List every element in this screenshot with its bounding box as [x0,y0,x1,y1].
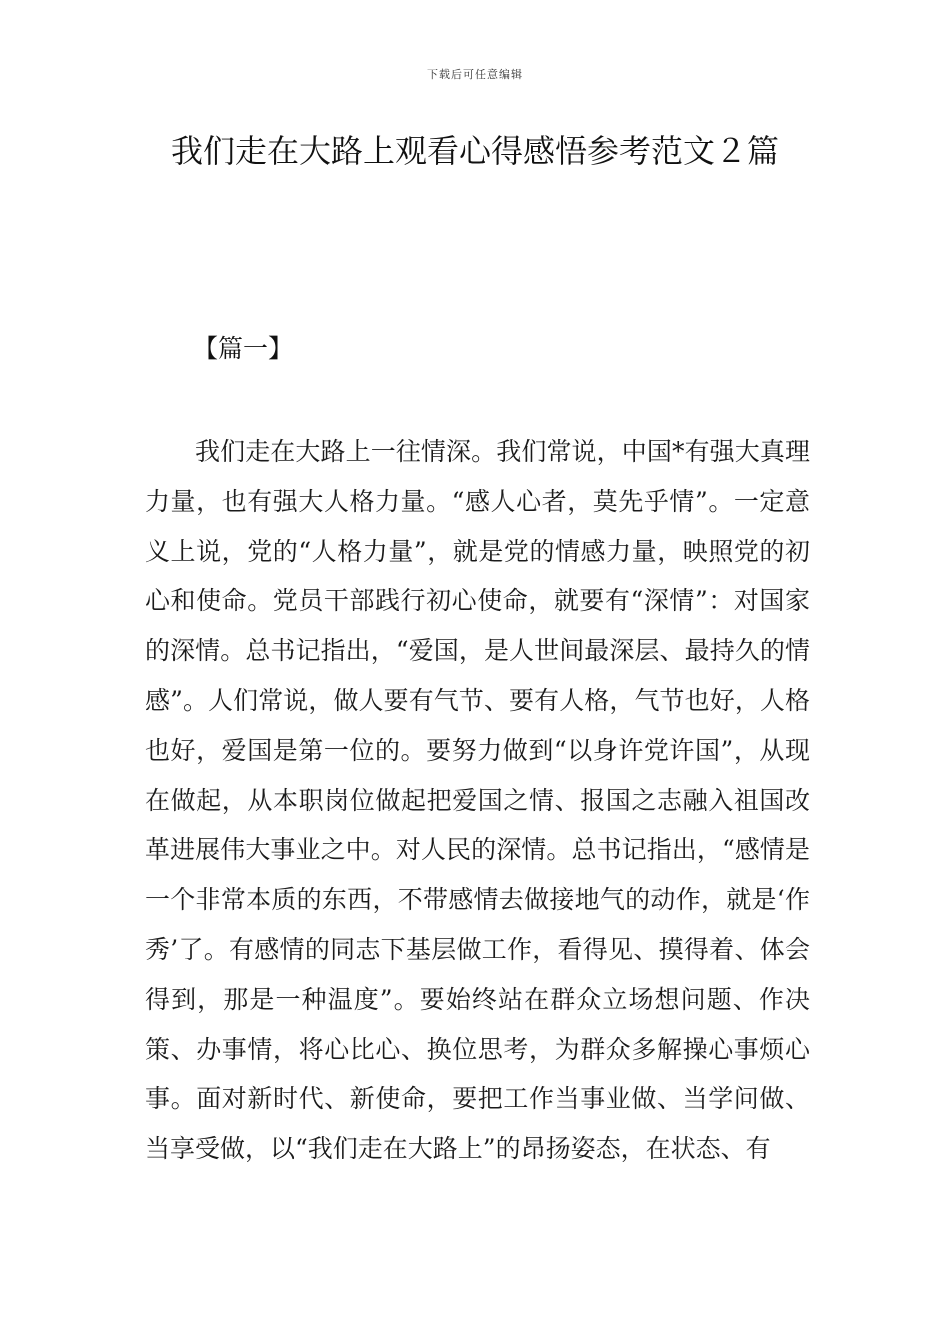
header-note: 下载后可任意编辑 [427,68,523,81]
document-title: 我们走在大路上观看心得感悟参考范文２篇 [170,132,779,170]
section-heading: 【篇一】 [193,334,294,363]
body-paragraph: 我们走在大路上一往情深。我们常说，中国*有强大真理力量，也有强大人格力量。“感人心者，莫先乎情”。一定意义上说，党的“人格力量”，就是党的情感力量，映照党的初心和使命。党员干部践行初心使命，就要有“深情”：对国家的深情。总书记指出，“爱国，是人世间最深层、最持久的情感”。人们常说，做人要有气节、要有人格，气节也好，人格也好，爱国是第一位的。要努力做到“以身许党许国”，从现在做起，从本职岗位做起把爱国之情、报国之志融入祖国改革进展伟大事业之中。对人民的深情。总书记指出，“感情是一个非常本质的东西，不带感情去做接地气的动作，就是‘作秀’了。有感情的同志下基层做工作，看得见、摸得着、体会得到，那是一种温度”。要始终站在群众立场想问题、作决策、办事情，将心比心、换位思考，为群众多解操心事烦心事。面对新时代、新使命，要把工作当事业做、当学问做、当享受做，以“我们走在大路上”的昂扬姿态，在状态、有 [145,437,810,1164]
